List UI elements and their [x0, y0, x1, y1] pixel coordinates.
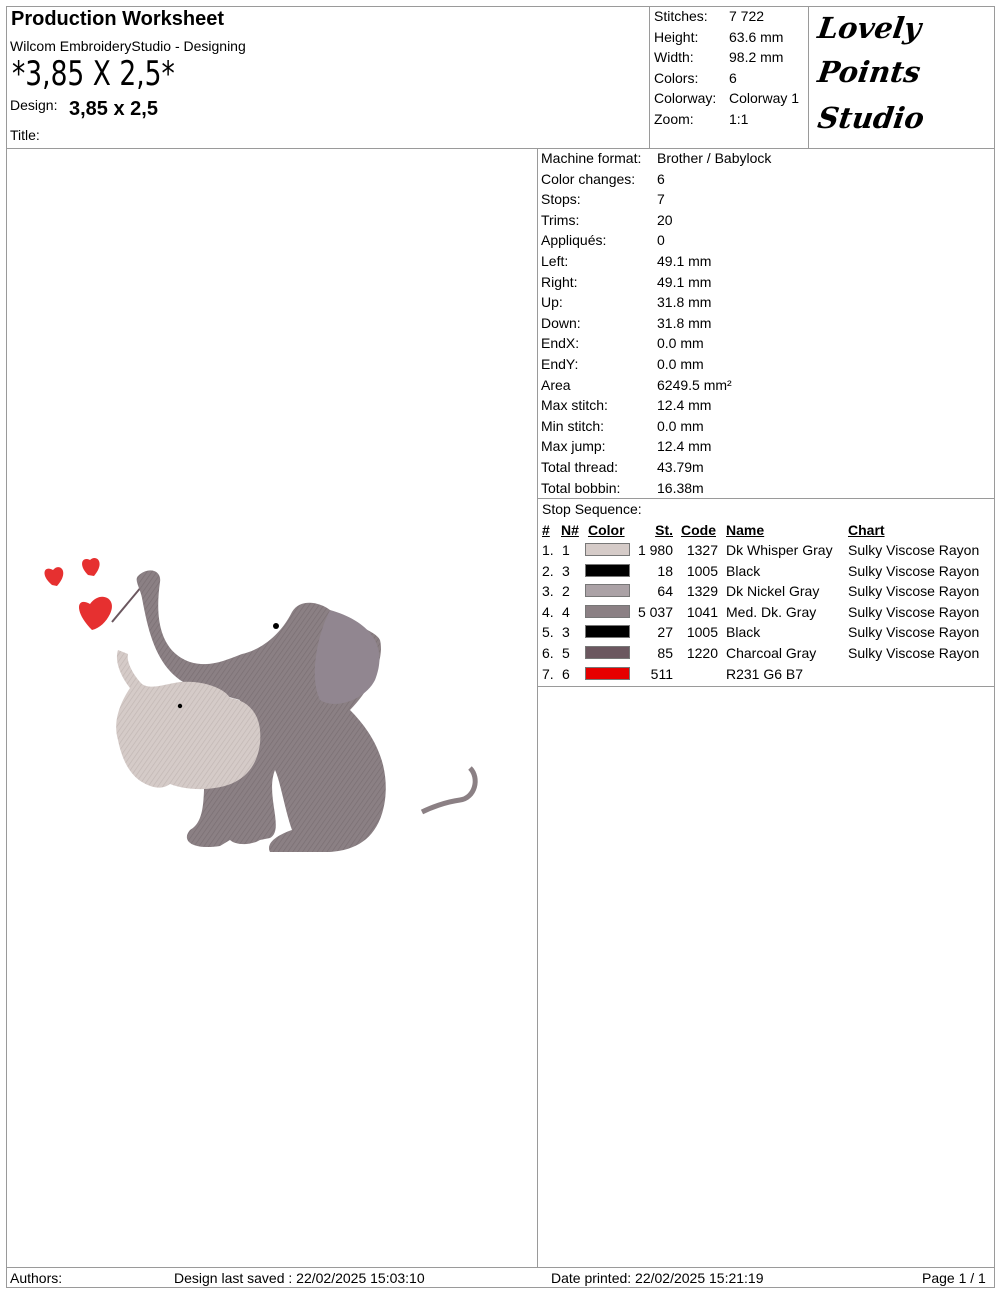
- detail-value: 49.1 mm: [657, 253, 712, 269]
- stop-row-name: Charcoal Gray: [726, 645, 817, 661]
- stop-row-stitches: 511: [650, 665, 673, 682]
- summary-value: 1:1: [729, 111, 749, 127]
- detail-label: Down:: [541, 314, 581, 331]
- summary-label: Width:: [654, 49, 694, 66]
- stop-row-needle: 4: [562, 603, 570, 620]
- col-header-st: St.: [655, 522, 673, 538]
- page-number: Page 1 / 1: [922, 1270, 986, 1286]
- authors-label: Authors:: [10, 1270, 63, 1286]
- stop-sequence-label: Stop Sequence:: [542, 501, 642, 517]
- stop-row-stitches: 27: [657, 624, 673, 641]
- summary-label: Zoom:: [654, 111, 694, 127]
- summary-divider-right: [808, 6, 809, 148]
- design-label: Design:: [10, 97, 58, 113]
- detail-value: 49.1 mm: [657, 273, 712, 290]
- summary-label: Stitches:: [654, 8, 708, 24]
- stop-row-chart: Sulky Viscose Rayon: [848, 542, 980, 558]
- summary-value: 6: [729, 69, 737, 86]
- main-divider: [537, 148, 538, 1267]
- detail-value: 16.38m: [657, 479, 704, 496]
- col-header-n: N#: [561, 522, 579, 538]
- page-title: Production Worksheet: [11, 8, 224, 30]
- logo-line-1: Lovely: [815, 11, 924, 45]
- logo-line-3: Studio: [815, 101, 927, 135]
- stop-row-name: R231 G6 B7: [726, 665, 804, 682]
- detail-label: Stops:: [541, 191, 581, 208]
- stops-divider: [537, 686, 995, 687]
- stop-row-needle: 5: [562, 645, 570, 661]
- stop-row-stitches: 18: [657, 562, 673, 579]
- detail-value: 20: [657, 211, 673, 228]
- hearts-icon: [45, 558, 112, 630]
- stop-row-stitches: 64: [657, 583, 673, 600]
- stop-row-num: 5.: [542, 624, 554, 641]
- detail-label: Total bobbin:: [541, 479, 621, 496]
- detail-label: Machine format:: [541, 150, 642, 166]
- detail-label: EndX:: [541, 335, 580, 352]
- summary-label: Colorway:: [654, 90, 717, 107]
- stop-row-num: 7.: [542, 665, 554, 682]
- summary-value: Colorway 1: [729, 90, 800, 107]
- col-header-color: Color: [588, 522, 625, 538]
- footer-divider: [6, 1267, 995, 1268]
- stop-row-name: Med. Dk. Gray: [726, 603, 817, 620]
- title-label: Title:: [10, 127, 40, 143]
- detail-value: 0.0 mm: [657, 356, 704, 372]
- stop-row-num: 2.: [542, 562, 554, 579]
- design-banner: *3,85 X 2,5*: [12, 54, 175, 94]
- summary-divider-left: [649, 6, 650, 148]
- detail-label: Min stitch:: [541, 417, 605, 434]
- detail-value: 0.0 mm: [657, 417, 704, 434]
- stop-row-name: Dk Nickel Gray: [726, 583, 820, 600]
- detail-label: Area: [541, 376, 571, 393]
- col-header-code: Code: [681, 522, 716, 538]
- col-header-name: Name: [726, 522, 765, 538]
- summary-label: Colors:: [654, 69, 699, 86]
- stop-row-num: 1.: [542, 542, 554, 558]
- stop-row-code: 1005: [686, 562, 718, 579]
- stop-row-code: 1220: [686, 645, 718, 661]
- stop-row-chart: Sulky Viscose Rayon: [848, 562, 980, 579]
- summary-label: Height:: [654, 28, 699, 45]
- design-preview: [30, 550, 510, 860]
- summary-value: 98.2 mm: [729, 49, 784, 66]
- stop-row-needle: 6: [562, 665, 570, 682]
- stop-row-code: 1329: [686, 583, 718, 600]
- detail-label: Left:: [541, 253, 569, 269]
- stop-row-needle: 1: [562, 542, 570, 558]
- details-divider: [537, 498, 995, 499]
- detail-label: EndY:: [541, 356, 579, 372]
- detail-value: 0: [657, 232, 665, 249]
- detail-value: 7: [657, 191, 665, 208]
- detail-label: Max jump:: [541, 438, 606, 455]
- detail-value: Brother / Babylock: [657, 150, 772, 166]
- detail-value: 12.4 mm: [657, 397, 712, 414]
- detail-value: 12.4 mm: [657, 438, 712, 455]
- stop-row-chart: Sulky Viscose Rayon: [848, 645, 980, 661]
- detail-label: Right:: [541, 273, 578, 290]
- stop-row-code: 1041: [686, 603, 718, 620]
- detail-label: Trims:: [541, 211, 580, 228]
- detail-label: Appliqués:: [541, 232, 607, 249]
- stop-row-chart: Sulky Viscose Rayon: [848, 603, 980, 620]
- stop-row-stitches: 5 037: [637, 603, 673, 620]
- date-printed: Date printed: 22/02/2025 15:21:19: [551, 1270, 764, 1286]
- stop-row-code: 1005: [686, 624, 718, 641]
- detail-value: 31.8 mm: [657, 314, 712, 331]
- summary-value: 63.6 mm: [729, 28, 784, 45]
- stop-row-stitches: 85: [657, 645, 673, 661]
- stop-row-chart: Sulky Viscose Rayon: [848, 624, 980, 641]
- stop-row-stitches: 1 980: [637, 542, 673, 558]
- stop-row-needle: 3: [562, 624, 570, 641]
- stop-row-needle: 3: [562, 562, 570, 579]
- col-header-chart: Chart: [848, 522, 885, 538]
- last-saved: Design last saved : 22/02/2025 15:03:10: [174, 1270, 425, 1286]
- software-name: Wilcom EmbroideryStudio - Designing: [10, 38, 246, 54]
- header-divider: [6, 148, 995, 149]
- detail-label: Max stitch:: [541, 397, 608, 414]
- col-header-num: #: [542, 522, 550, 538]
- detail-value: 0.0 mm: [657, 335, 704, 352]
- stop-row-num: 3.: [542, 583, 554, 600]
- stop-row-num: 6.: [542, 645, 554, 661]
- detail-value: 43.79m: [657, 459, 704, 475]
- stop-row-num: 4.: [542, 603, 554, 620]
- stop-row-chart: Sulky Viscose Rayon: [848, 583, 980, 600]
- design-value: 3,85 x 2,5: [69, 98, 158, 120]
- logo-line-2: Points: [815, 55, 923, 89]
- detail-value: 31.8 mm: [657, 294, 712, 311]
- detail-label: Color changes:: [541, 170, 636, 187]
- summary-value: 7 722: [729, 8, 765, 24]
- stop-row-name: Dk Whisper Gray: [726, 542, 833, 558]
- detail-value: 6249.5 mm²: [657, 376, 732, 393]
- stop-row-needle: 2: [562, 583, 570, 600]
- stop-row-name: Black: [726, 562, 761, 579]
- detail-label: Total thread:: [541, 459, 619, 475]
- stop-row-code: 1327: [686, 542, 718, 558]
- detail-label: Up:: [541, 294, 563, 311]
- stop-row-name: Black: [726, 624, 761, 641]
- detail-value: 6: [657, 170, 665, 187]
